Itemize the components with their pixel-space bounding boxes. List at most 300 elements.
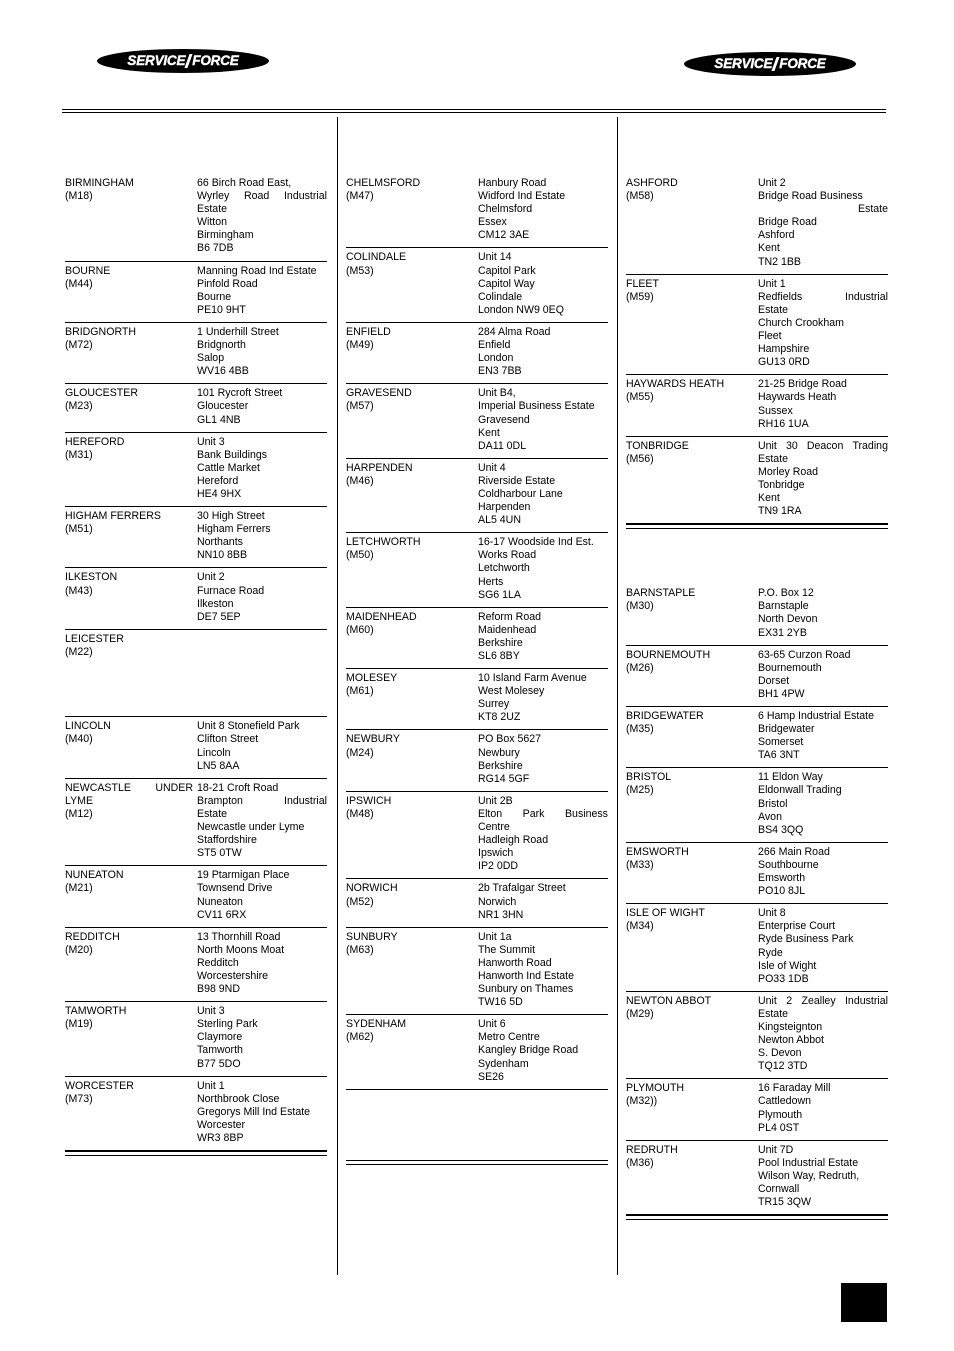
town-name: BIRMINGHAM bbox=[65, 177, 134, 189]
address-line: Norwich bbox=[478, 895, 517, 908]
directory-entry bbox=[346, 177, 608, 248]
address-line: 66 Birch Road East, bbox=[197, 177, 292, 189]
column-divider bbox=[617, 117, 618, 1275]
entry-address bbox=[758, 907, 888, 986]
address-line: Ashford bbox=[758, 229, 795, 242]
address-line: Manning Road Ind Estate bbox=[197, 264, 317, 277]
directory-column-3 bbox=[626, 177, 888, 1220]
area-code: (M46) bbox=[346, 474, 374, 487]
address-line: Kangley Bridge Road bbox=[478, 1044, 579, 1057]
directory-entry bbox=[626, 378, 888, 436]
address-line: Avon bbox=[758, 810, 782, 823]
directory-entry bbox=[346, 611, 608, 669]
entry-location bbox=[626, 771, 758, 836]
address-line: Newcastle under Lyme bbox=[197, 821, 305, 834]
address-line: Surrey bbox=[478, 698, 510, 711]
address-line: Centre bbox=[478, 821, 510, 834]
address-line: Unit 1 bbox=[197, 1079, 225, 1092]
address-line: Unit 2 bbox=[758, 177, 786, 189]
address-line: LN5 8AA bbox=[197, 759, 240, 772]
address-line: Berkshire bbox=[478, 759, 523, 772]
town-name: BRISTOL bbox=[626, 771, 672, 784]
area-code: (M25) bbox=[626, 784, 654, 797]
entry-location bbox=[65, 1005, 197, 1070]
directory-entry bbox=[346, 462, 608, 533]
address-line: Capitol Park bbox=[478, 264, 536, 277]
address-line: Berkshire bbox=[478, 636, 523, 649]
directory-entry bbox=[626, 587, 888, 645]
column-end-rule bbox=[626, 1215, 888, 1220]
town-name: REDRUTH bbox=[626, 1143, 678, 1156]
entry-address bbox=[478, 795, 608, 874]
entry-address bbox=[758, 1144, 888, 1209]
address-line: Estate bbox=[197, 807, 228, 820]
entry-address bbox=[478, 536, 608, 601]
entry-address bbox=[478, 1018, 608, 1083]
address-line: Hampshire bbox=[758, 343, 810, 356]
address-line: Coldharbour Lane bbox=[478, 487, 563, 500]
address-line: Unit 2 bbox=[197, 571, 225, 584]
town-name: ASHFORD bbox=[626, 177, 678, 189]
directory-entry bbox=[626, 1144, 888, 1215]
address-line: EX31 2YB bbox=[758, 626, 807, 639]
directory-entry bbox=[346, 1018, 608, 1089]
address-line: SG6 1LA bbox=[478, 588, 521, 601]
address-line: Estate bbox=[197, 203, 228, 216]
entry-location bbox=[626, 378, 758, 430]
directory-entry bbox=[65, 1005, 327, 1076]
address-line: Kent bbox=[478, 426, 500, 439]
address-line: Gloucester bbox=[197, 400, 249, 413]
town-name: GLOUCESTER bbox=[65, 387, 138, 400]
directory-entry bbox=[65, 869, 327, 927]
address-line: Kent bbox=[758, 492, 780, 505]
address-line: Unit 8 Stonefield Park bbox=[197, 720, 300, 733]
address-line: PO10 8JL bbox=[758, 885, 806, 898]
address-line: CM12 3AE bbox=[478, 229, 530, 242]
directory-entry bbox=[346, 326, 608, 384]
address-line: PL4 0ST bbox=[758, 1121, 800, 1134]
address-line: Clifton Street bbox=[197, 733, 259, 746]
area-code: (M22) bbox=[65, 645, 93, 658]
entry-location bbox=[346, 611, 478, 663]
area-code: (M20) bbox=[65, 943, 93, 956]
directory-entry bbox=[626, 440, 888, 525]
address-line: 6 Hamp Industrial Estate bbox=[758, 710, 874, 722]
directory-entry bbox=[65, 720, 327, 778]
address-line: Northants bbox=[197, 536, 243, 549]
area-code: (M18) bbox=[65, 190, 93, 203]
address-line: Fleet bbox=[758, 330, 782, 343]
area-code: (M23) bbox=[65, 400, 93, 413]
address-line: Sydenham bbox=[478, 1057, 529, 1070]
address-line: Northbrook Close bbox=[197, 1092, 280, 1105]
entry-address bbox=[758, 846, 888, 898]
address-line: London bbox=[478, 352, 514, 365]
entry-location bbox=[346, 462, 478, 527]
town-name: NUNEATON bbox=[65, 869, 124, 882]
area-code: (M55) bbox=[626, 391, 654, 404]
area-code: (M40) bbox=[65, 733, 93, 746]
address-line: Unit 2B bbox=[478, 794, 513, 807]
address-line: Kingsteignton bbox=[758, 1020, 823, 1033]
address-line: S. Devon bbox=[758, 1047, 802, 1060]
column-end-rule bbox=[65, 1151, 327, 1156]
entry-address bbox=[197, 387, 327, 426]
address-line: Unit 7D bbox=[758, 1143, 794, 1156]
town-name: MAIDENHEAD bbox=[346, 610, 417, 623]
address-line: Maidenhead bbox=[478, 623, 537, 636]
directory-entry bbox=[346, 882, 608, 927]
logo-text: SERVICE FORCE bbox=[127, 52, 239, 68]
entry-location bbox=[346, 326, 478, 378]
entry-location bbox=[65, 931, 197, 996]
entry-location bbox=[626, 587, 758, 639]
address-line: 11 Eldon Way bbox=[758, 771, 823, 784]
service-force-logo-left bbox=[97, 49, 269, 73]
address-line: Cattle Market bbox=[197, 461, 260, 474]
address-line: Essex bbox=[478, 216, 507, 229]
entry-location bbox=[626, 1082, 758, 1134]
town-name: REDDITCH bbox=[65, 930, 120, 943]
area-code: (M49) bbox=[346, 339, 374, 352]
address-line: Letchworth bbox=[478, 562, 530, 575]
area-code: (M73) bbox=[65, 1092, 93, 1105]
address-line: Somerset bbox=[758, 736, 804, 749]
address-line: Sussex bbox=[758, 404, 793, 417]
address-line: Unit 1 bbox=[758, 277, 786, 290]
address-line: Unit 4 bbox=[478, 461, 506, 474]
entry-address bbox=[758, 710, 888, 762]
area-code: (M63) bbox=[346, 943, 374, 956]
entry-address bbox=[478, 733, 608, 785]
address-line bbox=[197, 659, 327, 672]
address-line: WR3 8BP bbox=[197, 1132, 244, 1144]
town-name: BRIDGEWATER bbox=[626, 710, 704, 722]
address-line: Ilkeston bbox=[197, 597, 234, 610]
address-line: PO Box 5627 bbox=[478, 733, 542, 746]
address-line: Herts bbox=[478, 575, 504, 588]
address-line: Bristol bbox=[758, 797, 788, 810]
address-line: DE7 5EP bbox=[197, 610, 241, 623]
directory-entry bbox=[346, 251, 608, 322]
entry-location bbox=[626, 1144, 758, 1209]
address-line: Bridgewater bbox=[758, 723, 815, 736]
address-line: Emsworth bbox=[758, 872, 806, 885]
entry-location bbox=[65, 1080, 197, 1145]
entry-location bbox=[626, 995, 758, 1074]
entry-location bbox=[626, 710, 758, 762]
area-code: (M21) bbox=[65, 882, 93, 895]
directory-entry bbox=[65, 510, 327, 568]
directory-entry bbox=[626, 710, 888, 768]
address-line: 30 High Street bbox=[197, 510, 265, 523]
area-code: (M34) bbox=[626, 920, 654, 933]
town-name: TAMWORTH bbox=[65, 1005, 127, 1018]
entry-location bbox=[626, 649, 758, 701]
address-line: Brampton Industrial bbox=[197, 794, 327, 807]
area-code: (M61) bbox=[346, 685, 374, 698]
address-line: Pool Industrial Estate bbox=[758, 1156, 859, 1169]
entry-location bbox=[626, 278, 758, 370]
address-line: Unit 6 bbox=[478, 1018, 506, 1031]
entry-address bbox=[197, 1005, 327, 1070]
column-end-rule bbox=[346, 1160, 608, 1165]
area-code: (M60) bbox=[346, 623, 374, 636]
entry-location bbox=[65, 782, 197, 861]
town-name: EMSWORTH bbox=[626, 845, 689, 858]
address-line: ST5 0TW bbox=[197, 847, 242, 860]
address-line: Bridge Road Business bbox=[758, 190, 863, 203]
town-name: CHELMSFORD bbox=[346, 177, 421, 189]
column-divider bbox=[337, 117, 338, 1275]
entry-address bbox=[197, 931, 327, 996]
address-line: Church Crookham bbox=[758, 316, 844, 329]
address-line: P.O. Box 12 bbox=[758, 587, 814, 600]
address-line: 266 Main Road bbox=[758, 845, 830, 858]
address-line: North Devon bbox=[758, 613, 818, 626]
area-code: (M35) bbox=[626, 723, 654, 736]
address-line: RH16 1UA bbox=[758, 417, 809, 430]
entry-location bbox=[65, 436, 197, 501]
address-line: Worcestershire bbox=[197, 969, 269, 982]
address-line: TA6 3NT bbox=[758, 749, 800, 762]
address-line: Ryde Business Park bbox=[758, 933, 854, 946]
entry-location bbox=[346, 672, 478, 724]
address-line: Enterprise Court bbox=[758, 920, 836, 933]
address-line: Newbury bbox=[478, 746, 520, 759]
address-line: TR15 3QW bbox=[758, 1196, 811, 1209]
address-line: Estate bbox=[758, 1007, 789, 1020]
directory-entry bbox=[65, 931, 327, 1002]
header-rule bbox=[62, 109, 886, 110]
address-line bbox=[197, 646, 327, 659]
entry-address bbox=[197, 571, 327, 623]
address-line: Sterling Park bbox=[197, 1018, 258, 1031]
address-line: HE4 9HX bbox=[197, 487, 242, 500]
entry-address bbox=[758, 995, 888, 1074]
area-code: (M24) bbox=[346, 746, 374, 759]
town-name: HIGHAM FERRERS bbox=[65, 510, 161, 523]
address-line: London NW9 0EQ bbox=[478, 303, 564, 316]
service-force-logo-right bbox=[684, 52, 856, 76]
address-line: EN3 7BB bbox=[478, 365, 522, 378]
entry-address bbox=[478, 611, 608, 663]
address-line bbox=[197, 672, 327, 685]
address-line: 101 Rycroft Street bbox=[197, 387, 283, 400]
area-code: (M58) bbox=[626, 190, 654, 203]
area-code: (M30) bbox=[626, 600, 654, 613]
address-line: Unit B4, bbox=[478, 387, 516, 400]
address-line: Gregorys Mill Ind Estate bbox=[197, 1105, 311, 1118]
entry-location bbox=[65, 510, 197, 562]
entry-address bbox=[197, 177, 327, 256]
address-line: Bridge Road bbox=[758, 216, 817, 229]
address-line: Bank Buildings bbox=[197, 448, 268, 461]
address-line: Morley Road bbox=[758, 465, 819, 478]
address-line: Tamworth bbox=[197, 1044, 243, 1057]
entry-location bbox=[65, 720, 197, 772]
area-code: (M26) bbox=[626, 661, 654, 674]
address-line: IP2 0DD bbox=[478, 860, 519, 873]
address-line bbox=[197, 698, 327, 711]
directory-entry bbox=[65, 1080, 327, 1151]
entry-address bbox=[197, 1080, 327, 1145]
address-line: Hanworth Ind Estate bbox=[478, 969, 574, 982]
town-name: GRAVESEND bbox=[346, 387, 412, 400]
directory-entry bbox=[626, 177, 888, 275]
address-line: 1 Underhill Street bbox=[197, 325, 279, 338]
address-line: Cattledown bbox=[758, 1095, 811, 1108]
area-code: (M62) bbox=[346, 1031, 374, 1044]
address-line: AL5 4UN bbox=[478, 514, 521, 527]
address-line bbox=[197, 633, 327, 646]
address-line: Bourne bbox=[197, 290, 232, 303]
entry-location bbox=[346, 795, 478, 874]
town-name: PLYMOUTH bbox=[626, 1082, 685, 1095]
entry-address bbox=[758, 177, 888, 269]
entry-address bbox=[197, 720, 327, 772]
area-code: (M72) bbox=[65, 339, 93, 352]
entry-address bbox=[478, 672, 608, 724]
area-code: (M59) bbox=[626, 290, 654, 303]
entry-address bbox=[478, 462, 608, 527]
entry-location bbox=[65, 633, 197, 712]
address-line: Ryde bbox=[758, 946, 783, 959]
town-name: WORCESTER bbox=[65, 1079, 134, 1092]
town-name: SYDENHAM bbox=[346, 1018, 407, 1031]
address-line: Unit 30 Deacon Trading bbox=[758, 439, 888, 452]
address-line: BS4 3QQ bbox=[758, 823, 804, 836]
header-rule bbox=[62, 112, 886, 113]
address-line: The Summit bbox=[478, 943, 536, 956]
entry-address bbox=[758, 771, 888, 836]
area-code: (M33) bbox=[626, 858, 654, 871]
address-line: Hereford bbox=[197, 474, 239, 487]
directory-column-1 bbox=[65, 177, 327, 1156]
address-line: 16-17 Woodside Ind Est. bbox=[478, 536, 594, 549]
section-end-rule bbox=[626, 524, 888, 529]
address-line: Unit 3 bbox=[197, 435, 225, 448]
town-name: LETCHWORTH bbox=[346, 536, 421, 549]
address-line: Riverside Estate bbox=[478, 474, 556, 487]
address-line: SE26 bbox=[478, 1070, 504, 1083]
entry-address bbox=[478, 177, 608, 242]
address-line: B77 5DO bbox=[197, 1057, 241, 1070]
entry-address bbox=[758, 378, 888, 430]
address-line: SL6 8BY bbox=[478, 650, 520, 662]
area-code: (M47) bbox=[346, 190, 374, 203]
town-name: ENFIELD bbox=[346, 325, 391, 338]
directory-entry bbox=[65, 326, 327, 384]
entry-location bbox=[346, 1018, 478, 1083]
town-name: BOURNE bbox=[65, 264, 111, 277]
address-line: Metro Centre bbox=[478, 1031, 540, 1044]
area-code: (M36) bbox=[626, 1156, 654, 1169]
address-line: PO33 1DB bbox=[758, 972, 809, 985]
address-line bbox=[197, 685, 327, 698]
address-line: Hanworth Road bbox=[478, 956, 552, 969]
address-line: Colindale bbox=[478, 290, 523, 303]
town-name: COLINDALE bbox=[346, 251, 407, 264]
address-line: Estate bbox=[758, 303, 789, 316]
entry-address bbox=[197, 436, 327, 501]
town-name: LEICESTER bbox=[65, 632, 124, 645]
address-line: Hadleigh Road bbox=[478, 834, 549, 847]
area-code: (M12) bbox=[65, 807, 93, 820]
address-line: 10 Island Farm Avenue bbox=[478, 672, 587, 685]
town-name: HEREFORD bbox=[65, 435, 125, 448]
address-line: Unit 14 bbox=[478, 251, 512, 264]
address-line: Reform Road bbox=[478, 610, 541, 623]
entry-location bbox=[346, 387, 478, 452]
town-name: LINCOLN bbox=[65, 720, 111, 733]
town-name: ISLE OF WIGHT bbox=[626, 907, 705, 920]
address-line: West Molesey bbox=[478, 685, 545, 698]
town-name: HAYWARDS HEATH bbox=[626, 378, 725, 391]
address-line: Lincoln bbox=[197, 746, 231, 759]
entry-location bbox=[346, 733, 478, 785]
address-line: Gravesend bbox=[478, 413, 530, 426]
address-line: Dorset bbox=[758, 674, 790, 687]
address-line: BH1 4PW bbox=[758, 687, 805, 700]
address-line: Barnstaple bbox=[758, 600, 809, 613]
directory-entry bbox=[626, 649, 888, 707]
address-line: Higham Ferrers bbox=[197, 523, 271, 536]
entry-address bbox=[758, 587, 888, 639]
entry-address bbox=[478, 326, 608, 378]
address-line: Pinfold Road bbox=[197, 277, 258, 290]
area-code: (M51) bbox=[65, 523, 93, 536]
directory-entry bbox=[626, 995, 888, 1080]
entry-address bbox=[758, 440, 888, 519]
directory-entry bbox=[346, 733, 608, 791]
directory-entry bbox=[65, 387, 327, 432]
address-line: Estate bbox=[857, 203, 888, 216]
address-line: DA11 0DL bbox=[478, 439, 527, 452]
directory-entry bbox=[65, 265, 327, 323]
town-name: MOLESEY bbox=[346, 672, 398, 685]
address-line: Wilson Way, Redruth, bbox=[758, 1169, 860, 1182]
address-line: Plymouth bbox=[758, 1108, 803, 1121]
address-line: Cornwall bbox=[758, 1183, 800, 1195]
address-line: Harpenden bbox=[478, 501, 531, 514]
directory-entry bbox=[626, 278, 888, 376]
entry-address bbox=[478, 387, 608, 452]
address-line: Hanbury Road bbox=[478, 177, 547, 189]
town-name: BRIDGNORTH bbox=[65, 325, 137, 338]
address-line: NR1 3HN bbox=[478, 908, 524, 921]
area-code: (M52) bbox=[346, 895, 374, 908]
entry-location bbox=[626, 907, 758, 986]
address-line: PE10 9HT bbox=[197, 303, 246, 316]
address-line: North Moons Moat bbox=[197, 943, 285, 956]
directory-entry bbox=[65, 782, 327, 867]
area-code: (M53) bbox=[346, 264, 374, 277]
entry-location bbox=[65, 869, 197, 921]
page-number-tab bbox=[841, 1283, 887, 1322]
address-line: Staffordshire bbox=[197, 834, 257, 847]
directory-entry bbox=[346, 536, 608, 607]
town-name: ILKESTON bbox=[65, 571, 118, 584]
area-code: (M31) bbox=[65, 448, 93, 461]
address-line: RG14 5GF bbox=[478, 772, 530, 785]
address-line: TQ12 3TD bbox=[758, 1060, 808, 1073]
address-line: CV11 6RX bbox=[197, 908, 247, 921]
town-name: NEWCASTLE UNDER LYME bbox=[65, 781, 193, 807]
directory-entry bbox=[626, 771, 888, 842]
address-line: NN10 8BB bbox=[197, 549, 248, 562]
